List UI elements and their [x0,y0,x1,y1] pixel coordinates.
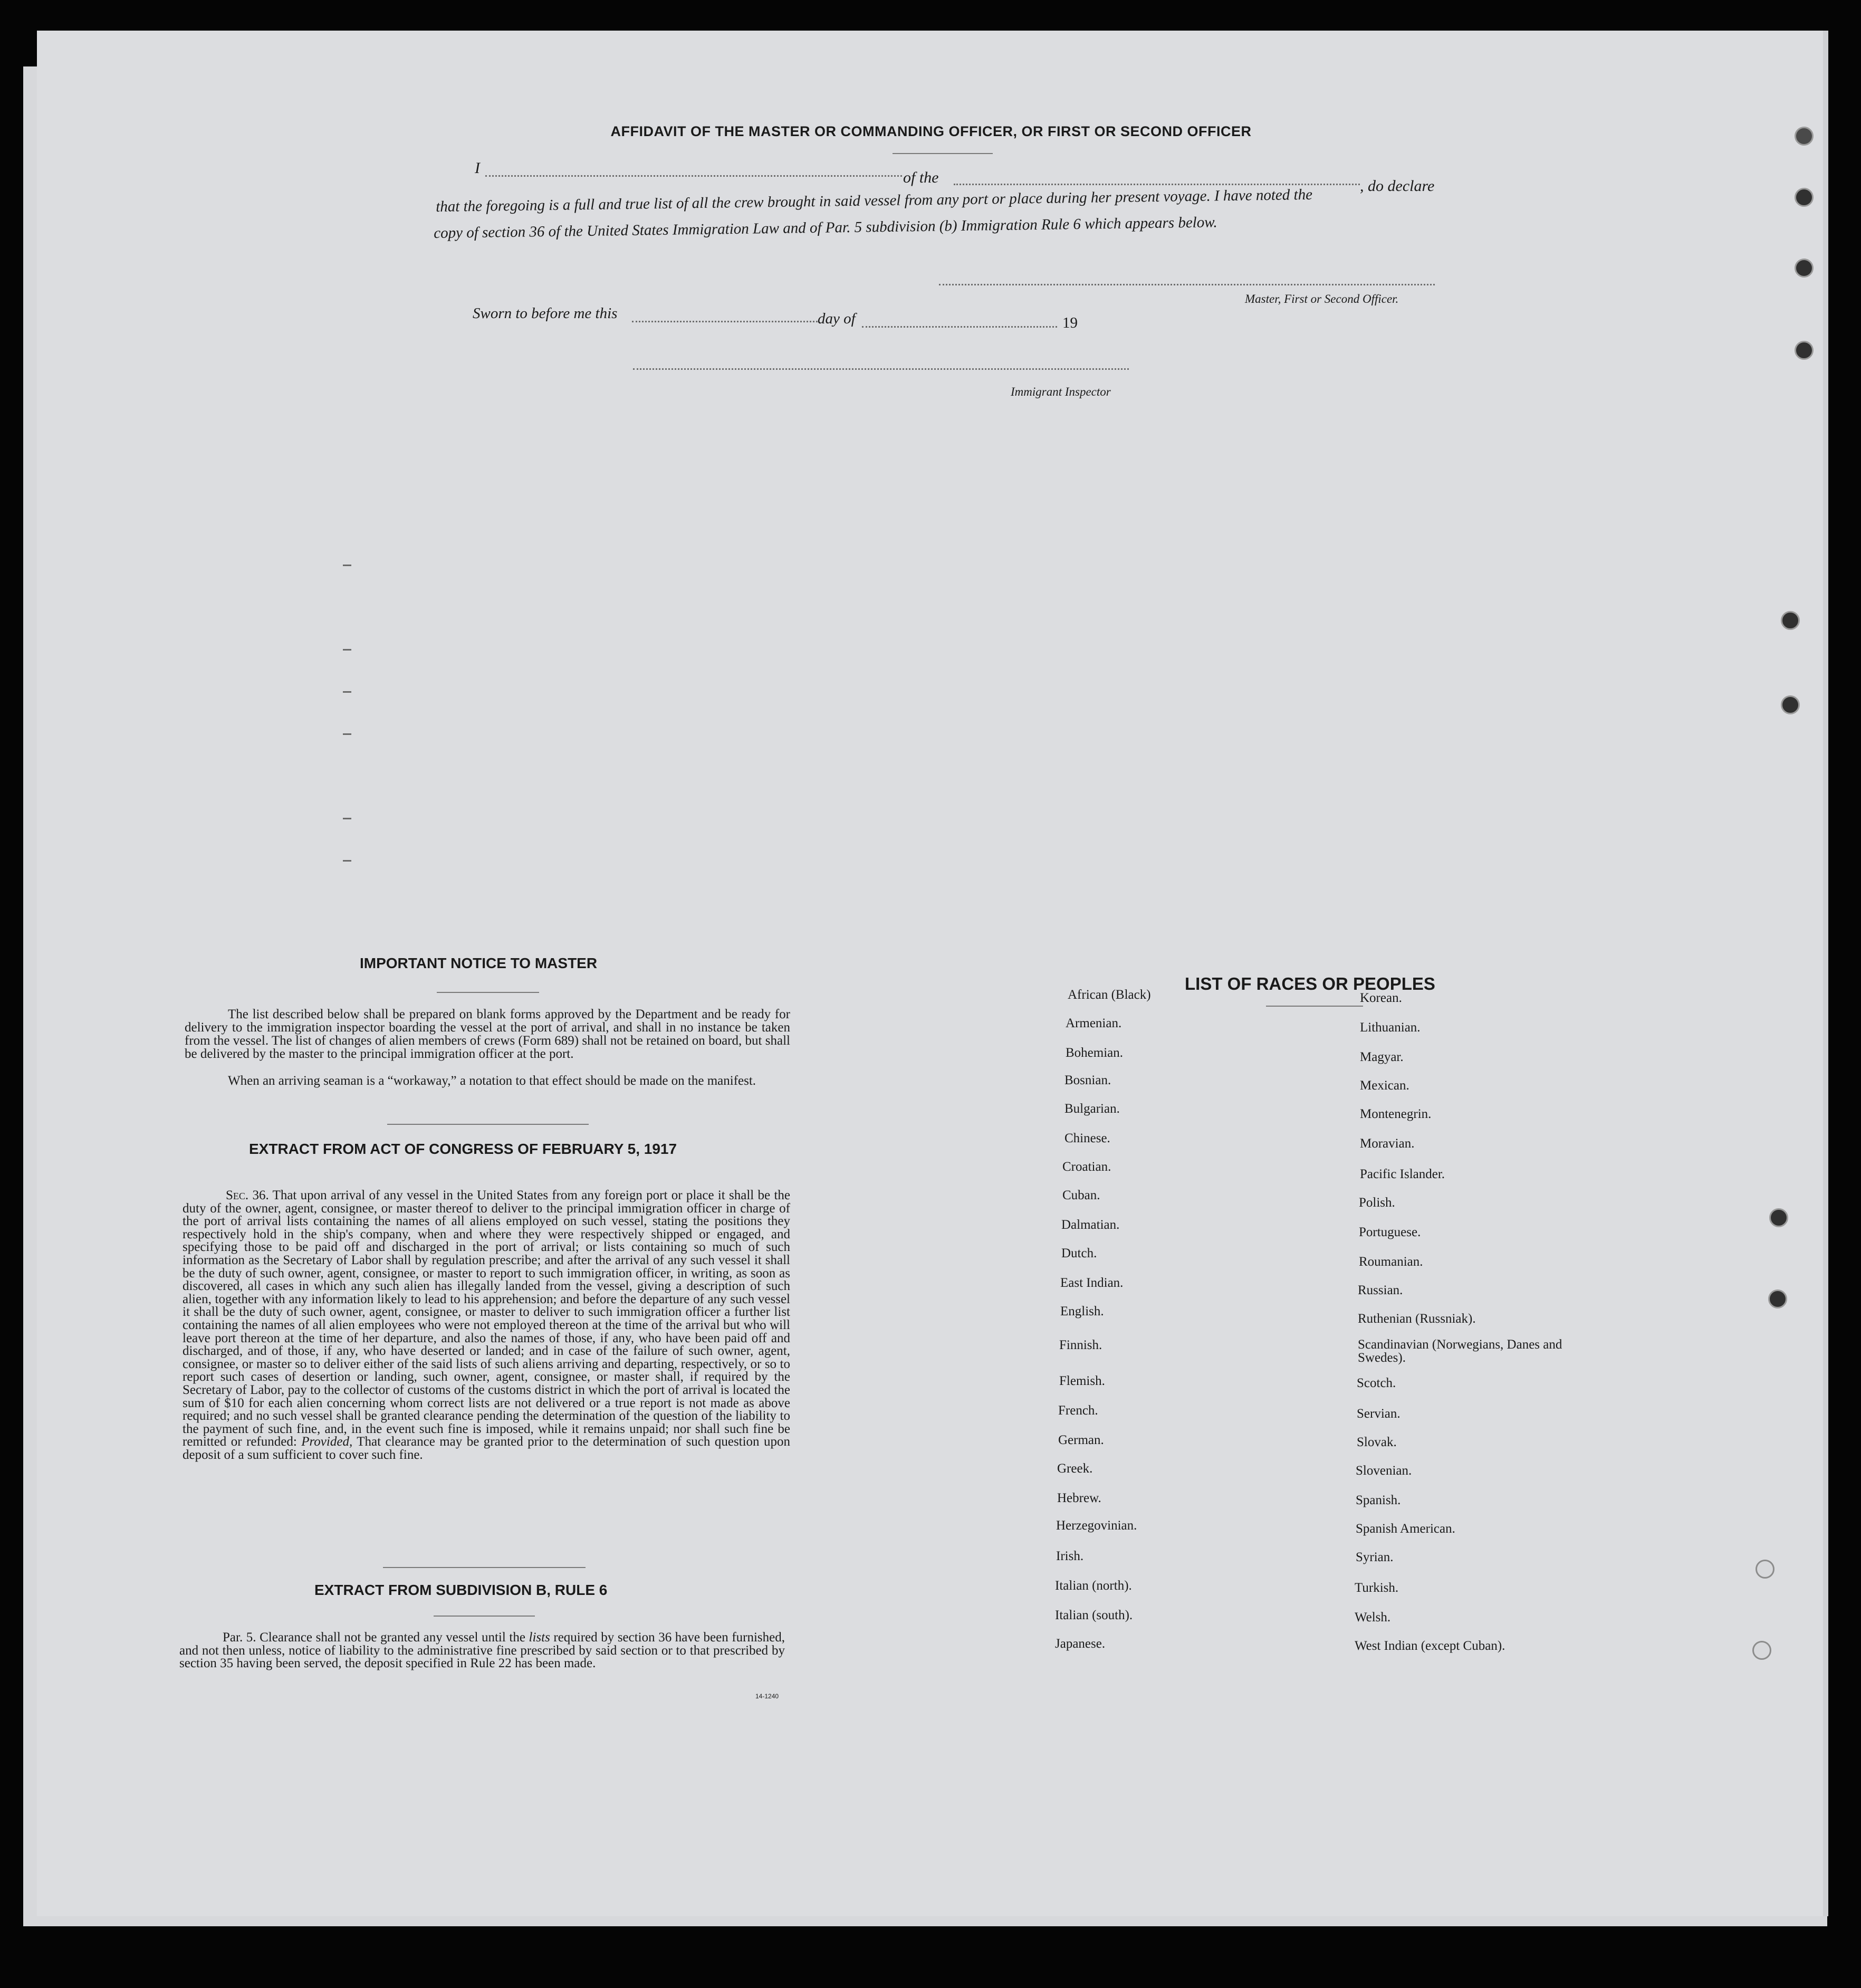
race-entry: Montenegrin. [1360,1107,1432,1121]
race-entry: Irish. [1056,1549,1084,1563]
binder-hole [1781,695,1800,714]
affidavit-of-the: of the [903,169,939,186]
race-entry: Greek. [1057,1461,1093,1476]
race-entry: Italian (south). [1055,1608,1133,1622]
race-entry: Italian (north). [1055,1579,1132,1593]
act-text-b: That clearance may be granted prior to the determination of such question upon deposit of a sum sufficient to cover such fine. [183,1435,790,1462]
race-entry: Moravian. [1360,1136,1415,1151]
race-entry: Mexican. [1360,1078,1409,1093]
race-entry: Lithuanian. [1360,1020,1421,1035]
race-entry: Ruthenian (Russniak). [1358,1312,1476,1326]
binder-hole [1795,259,1814,278]
sec-label: Sec. 36. [226,1188,269,1202]
notice-rule [437,992,539,993]
race-entry: Chinese. [1064,1131,1110,1145]
sworn-prefix: Sworn to before me this [473,305,618,322]
race-entry: Hebrew. [1057,1491,1101,1505]
sworn-day-field[interactable] [632,321,818,322]
race-entry: Servian. [1357,1407,1400,1421]
race-entry: Magyar. [1360,1050,1404,1064]
binder-hole [1781,611,1800,630]
race-entry: French. [1058,1403,1098,1418]
binder-hole [1752,1641,1771,1660]
section-divider [383,1567,586,1568]
margin-tick [343,565,351,566]
race-entry: English. [1060,1304,1104,1318]
race-entry: Slovenian. [1356,1464,1412,1478]
act-extract-title: EXTRACT FROM ACT OF CONGRESS OF FEBRUARY 5, 1917 [249,1141,677,1157]
race-entry: Bulgarian. [1064,1102,1120,1116]
race-entry: Dalmatian. [1061,1218,1120,1232]
race-entry: German. [1058,1433,1104,1447]
margin-tick [343,691,351,693]
race-entry: Spanish. [1356,1493,1401,1507]
race-entry: Cuban. [1062,1188,1100,1202]
race-entry: Herzegovinian. [1056,1518,1137,1533]
section-divider [387,1124,589,1125]
inspector-caption: Immigrant Inspector [1011,385,1111,398]
affidavit-statement-line2: copy of section 36 of the United States Immigration Law and of Par. 5 subdivision (b) Immigration Rule 6 which appears below. [434,214,1217,242]
race-entry: Bosnian. [1064,1073,1111,1087]
rule-extract-rule [434,1616,535,1617]
race-entry: Portuguese. [1359,1225,1421,1239]
vessel-name-field[interactable] [954,184,1360,185]
race-entry: Welsh. [1355,1610,1391,1624]
binder-hole [1795,127,1814,146]
officer-caption: Master, First or Second Officer. [1245,292,1399,305]
race-entry: West Indian (except Cuban). [1355,1639,1505,1653]
notice-paragraph-1-text: The list described below shall be prepared on blank forms approved by the Department and be ready for delivery to the immigration inspector boarding the vessel at the port of arrival, and shall in no instance be taken from the vessel. The list of changes of alien members of crews (Form 689) shall not be retained on board, but shall be delivered by the master to the principal immigration officer at the port. [185,1007,790,1061]
race-entry: Finnish. [1059,1338,1102,1352]
race-entry: Pacific Islander. [1360,1167,1445,1181]
race-entry: Scotch. [1357,1376,1396,1390]
officer-signature-field[interactable] [939,284,1435,285]
sworn-day-of: day of [818,310,856,327]
notice-paragraph-1 [185,1008,790,1060]
rule-extract-body [179,1631,785,1670]
binder-hole [1795,341,1814,360]
races-title: LIST OF RACES OR PEOPLES [1185,974,1435,993]
sworn-month-field[interactable] [862,326,1057,328]
races-rule [1266,1006,1363,1007]
race-entry: Bohemian. [1066,1046,1124,1060]
binder-hole [1769,1208,1788,1227]
provided-word: Provided, [301,1435,353,1449]
notice-paragraph-2-text: When an arriving seaman is a “workaway,” a notation to that effect should be made on the manifest. [228,1074,756,1088]
binder-hole [1795,188,1814,207]
title-underline [893,153,993,154]
rule-text-b: required by section 36 have been furnished, and not then unless, notice of liability to the administrative fine prescribed by said section or to that prescribed by section 35 having been served, the deposit specified in Rule 22 has been made. [179,1630,785,1671]
form-code: 14-1240 [755,1693,779,1700]
race-entry: Syrian. [1356,1550,1394,1564]
race-entry: Russian. [1358,1283,1403,1297]
race-entry: Croatian. [1062,1160,1111,1174]
race-entry: Turkish. [1355,1581,1399,1595]
form-page [37,31,1828,1916]
race-entry: Polish. [1359,1196,1395,1210]
rule-text-a: Par. 5. Clearance shall not be granted any vessel until the [223,1630,525,1645]
race-entry: East Indian. [1060,1276,1124,1290]
race-entry: Japanese. [1055,1637,1106,1651]
affidavit-do-declare: , do declare [1360,177,1435,195]
page-edge [1823,31,1828,1916]
inspector-signature-field[interactable] [633,368,1129,370]
race-entry: Armenian. [1066,1016,1122,1030]
notice-paragraph-2 [185,1074,790,1087]
race-entry: Flemish. [1059,1374,1105,1388]
rule-extract-title: EXTRACT FROM SUBDIVISION B, RULE 6 [314,1582,608,1598]
affidavit-title: AFFIDAVIT OF THE MASTER OR COMMANDING OFFICER, OR FIRST OR SECOND OFFICER [610,123,1252,139]
margin-tick [343,733,351,735]
binder-hole [1756,1560,1774,1579]
sworn-year: 19 [1062,314,1078,331]
notice-title: IMPORTANT NOTICE TO MASTER [360,955,598,971]
lists-word: lists [529,1630,550,1645]
binder-hole [1768,1289,1787,1308]
race-entry: Spanish American. [1356,1522,1455,1536]
act-extract-body [183,1189,790,1461]
margin-tick [343,818,351,819]
race-entry: Roumanian. [1359,1255,1423,1269]
margin-tick [343,649,351,651]
race-entry: Scandinavian (Norwegians, Danes and Swedes). [1358,1337,1562,1365]
race-entry: Korean. [1360,991,1402,1005]
master-name-field[interactable] [485,175,902,177]
race-entry: Dutch. [1061,1246,1097,1260]
act-text-a: That upon arrival of any vessel in the United States from any foreign port or place it shall be the duty of the owner, agent, consignee, or master thereof to deliver to the principal immigration officer in charge of the port of arrival lists containing the names of all aliens employed on such vessel, stating the positions they respectively hold in the ship's company, when and where they were respectively shipped or engaged, and specifying those to be paid off and discharged in the port of arrival; or lists containing so much of such information as the Secretary of Labor shall by regulation prescribe; and after the arrival of any such vessel it shall be the duty of such owner, agent, consignee, or master to report to such immigration officer, in writing, as soon as discovered, all cases in which any such alien has illegally landed from the vessel, giving a description of such alien, together with any information likely to lead to his apprehension; and before the departure of any such vessel it shall be the duty of such owner, agent, consignee, or master to deliver to such immigration officer a further list containing the names of all alien employees who were not employed thereon at the time of the arrival but who will leave port thereon at the time of her departure, and also the names of those, if any, who have been paid off and discharged, and of those, if any, who have deserted or landed; and in case of the failure of such owner, agent, consignee, or master so to deliver either of the said lists of such aliens arriving and departing, respectively, or so to report such cases of desertion or landing, such owner, agent, consignee, or master shall, if required by the Secretary of Labor, pay to the collector of customs of the customs district in which the port of arrival is located the sum of $10 for each alien concerning whom correct lists are not delivered or a true report is not made as above required; and no such vessel shall be granted clearance pending the determination of the question of the liability to the payment of such fine, and, in the event such fine is imposed, while it remains unpaid; nor shall such fine be remitted or refunded: [183,1188,790,1449]
race-entry: African (Black) [1068,988,1151,1002]
affidavit-line-i: I [475,159,480,177]
affidavit-statement-line1: that the foregoing is a full and true list of all the crew brought in said vessel from any port or place during her present voyage. I have noted the [436,186,1313,215]
race-entry: Slovak. [1357,1435,1397,1449]
margin-tick [343,860,351,862]
